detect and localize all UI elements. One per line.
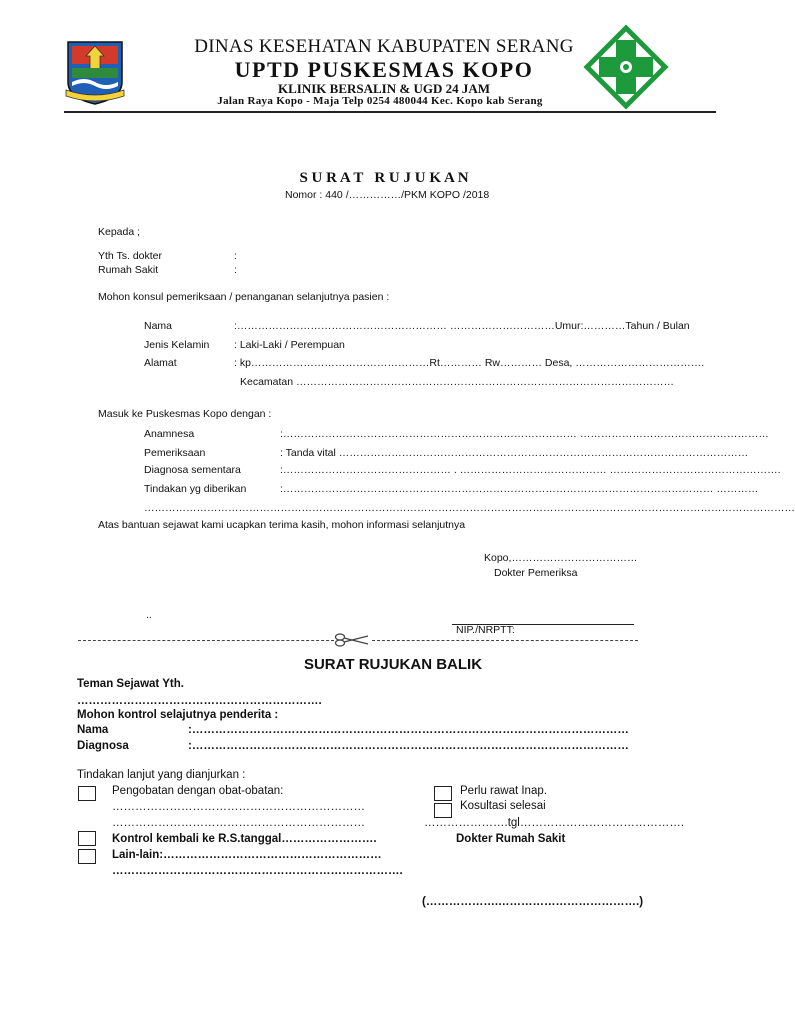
- patient-gender-field[interactable]: : Laki-Laki / Perempuan: [234, 339, 345, 351]
- hospital-colon: :: [234, 264, 237, 276]
- inpatient-checkbox[interactable]: [434, 786, 452, 801]
- pemeriksaan-label: Pemeriksaan: [144, 447, 206, 459]
- thanks-text: Atas bantuan sejawat kami ucapkan terima kasih, mohon informasi selanjutnya: [98, 519, 466, 531]
- hospital-doctor-label: Dokter Rumah Sakit: [456, 833, 566, 845]
- tindakan-label: Tindakan yg diberikan: [144, 483, 247, 495]
- pemeriksaan-field[interactable]: : Tanda vital ………………………………………………………………………………………………………: [280, 447, 749, 459]
- patient-gender-label: Jenis Kelamin: [144, 339, 210, 351]
- others-checkbox[interactable]: [78, 849, 96, 864]
- consult-done-label: Kosultasi selesai: [460, 800, 546, 812]
- inpatient-label: Perlu rawat Inap.: [460, 785, 547, 797]
- examiner-label: Dokter Pemeriksa: [494, 567, 578, 579]
- tindakan-field[interactable]: :…………………………………………………………………………………………………………… …………: [280, 483, 759, 495]
- cut-line-right: [372, 640, 638, 641]
- others-label[interactable]: Lain-lain:…………………………………………………: [112, 849, 382, 861]
- entry-intro: Masuk ke Puskesmas Kopo dengan :: [98, 408, 272, 420]
- greeting-dots[interactable]: ……………………………………………………….: [77, 695, 322, 707]
- medication-dots-1[interactable]: …………………………………………………………: [112, 801, 365, 813]
- scissors-icon: [334, 632, 370, 648]
- reply-diagnosis-field[interactable]: :……………………………………………………………………………………………………: [188, 740, 629, 752]
- doctor-label: Yth Ts. dokter: [98, 250, 163, 262]
- diagnosa-sementara-label: Diagnosa sementara: [144, 464, 241, 476]
- place-date-field[interactable]: Kopo,………………………………: [484, 552, 638, 564]
- referral-number: Nomor : 440 /……………/PKM KOPO /2018: [285, 189, 490, 201]
- patient-address-field[interactable]: : kp……………………………………………Rt………… Rw………… Desa, ……………………………….: [234, 357, 705, 369]
- doctor-colon: :: [234, 250, 237, 262]
- others-dots[interactable]: ………………………………………………………………….: [112, 865, 403, 877]
- medication-label: Pengobatan dengan obat-obatan:: [112, 785, 284, 797]
- puskesmas-logo-icon: [585, 26, 667, 108]
- clinic-address: Jalan Raya Kopo - Maja Telp 0254 480044 Kec. Kopo kab Serang: [217, 95, 543, 107]
- header-rule: [64, 111, 716, 113]
- patient-name-label: Nama: [144, 320, 173, 332]
- return-control-label[interactable]: Kontrol kembali ke R.S.tanggal…………………….: [112, 833, 377, 845]
- anamnesa-label: Anamnesa: [144, 428, 195, 440]
- medication-dots-2[interactable]: …………………………………………………………: [112, 817, 365, 829]
- reply-name-label: Nama: [77, 724, 109, 736]
- clinic-name: KLINIK BERSALIN & UGD 24 JAM: [278, 81, 490, 96]
- return-control-checkbox[interactable]: [78, 831, 96, 846]
- consult-done-checkbox[interactable]: [434, 803, 452, 818]
- consult-date-field[interactable]: ………………….tgl…………………………………….: [424, 817, 685, 829]
- greeting: Teman Sejawat Yth.: [77, 678, 184, 690]
- control-request: Mohon kontrol selajutnya penderita :: [77, 709, 279, 721]
- patient-address-label: Alamat: [144, 357, 177, 369]
- hospital-doctor-signature[interactable]: (……………….……………………………….): [422, 896, 644, 908]
- cut-line-left: [78, 640, 334, 641]
- agency-name: DINAS KESEHATAN KABUPATEN SERANG: [194, 36, 574, 57]
- patient-district-field[interactable]: Kecamatan ………………………………………………………………………………………………: [240, 376, 675, 388]
- referral-title: S U R A T R U J U K A N: [299, 170, 469, 186]
- patient-name-field[interactable]: :…………………………………………………… …………………………Umur:…………Tahun / Bulan: [234, 320, 690, 332]
- reply-title: SURAT RUJUKAN BALIK: [303, 656, 483, 673]
- reply-diagnosis-label: Diagnosa: [77, 740, 129, 752]
- addressee-label: Kepada ;: [98, 226, 141, 238]
- extra-dotted-line[interactable]: ……………………………………………………………………………………………………………………………………………………………………: [144, 502, 795, 514]
- nip-label: NIP./NRPTT:: [456, 624, 515, 636]
- medication-checkbox[interactable]: [78, 786, 96, 801]
- consult-intro: Mohon konsul pemeriksaan / penanganan selanjutnya pasien :: [98, 291, 390, 303]
- followup-label: Tindakan lanjut yang dianjurkan :: [77, 769, 246, 781]
- reply-name-field[interactable]: :……………………………………………………………………………………………………: [188, 724, 629, 736]
- puskesmas-name: UPTD PUSKESMAS KOPO: [234, 57, 534, 82]
- hospital-label: Rumah Sakit: [98, 264, 159, 276]
- anamnesa-field[interactable]: :………………………………………………………………………… ………………………………………………: [280, 428, 769, 440]
- small-dots: ..: [146, 609, 152, 621]
- diagnosa-sementara-field[interactable]: :………………………………………… . …………………………………… ………………………………………….: [280, 464, 781, 476]
